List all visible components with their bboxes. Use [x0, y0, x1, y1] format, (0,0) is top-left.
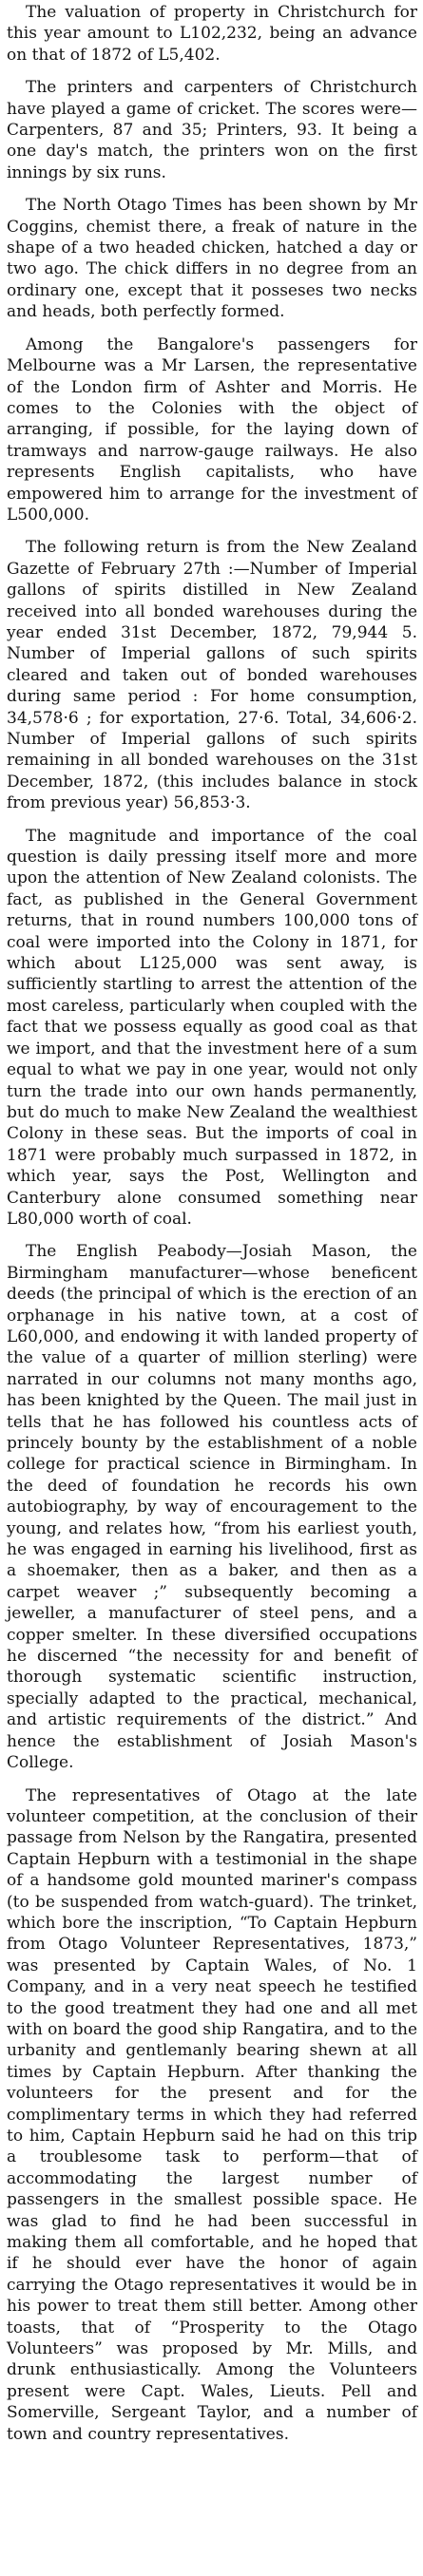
paragraph-cricket-match: The printers and carpenters of Christchurch have played a game of cricket. The scores were—Carpenters, 87 and 35; Printers, 93. It being a one day's match, the printers won on the first innings by six runs. [7, 78, 417, 182]
paragraph-coal-question: The magnitude and importance of the coal question is daily pressing itself more and more upon the attention of New Zealand colonists. The fact, as published in the General Government returns, that in round numbers 100,000 tons of coal were imported into the Colony in 1871, for which about L125,000 was sent away, is sufficiently startling to arrest the attention of the most careless, particularly when coupled with the fact that we possess equally as good coal as that we import, and that the investment here of a sum equal to what we pay in one year, would not only turn the trade into our own hands permanently, but do much to make New Zealand the wealthiest Colony in these seas. But the imports of coal in 1871 were probably much surpassed in 1872, in which year, says the Post, Wellington and Canterbury alone consumed something near L80,000 worth of coal. [7, 826, 417, 1229]
paragraph-two-headed-chicken: The North Otago Times has been shown by Mr Coggins, chemist there, a freak of nature in the shape of a two headed chicken, hatched a day or two ago. The chick differs in no degree from an ordinary one, except that it posseses two necks and heads, both perfectly formed. [7, 196, 417, 322]
paragraph-christchurch-valuation: The valuation of property in Christchurch for this year amount to L102,232, being an advance on that of 1872 of L5,402. [7, 3, 417, 65]
paragraph-spirits-return: The following return is from the New Zealand Gazette of February 27th :—Number of Imperial gallons of spirits distilled in New Zealand received into all bonded warehouses during the year ended 31st December, 1872, 79,944 5. Number of Imperial gallons of such spirits cleared and taken out of bonded warehouses during same period : For home consumption, 34,578·6 ; for exportation, 27·6. Total, 34,606·2. Number of Imperial gallons of such spirits remaining in all bonded warehouses on the 31st December, 1872, (this includes balance in stock from previous year) 56,853·3. [7, 538, 417, 813]
paragraph-otago-volunteers: The representatives of Otago at the late volunteer competition, at the conclusion of their passage from Nelson by the Rangatira, presented Captain Hepburn with a testimonial in the shape of a handsome gold mounted mariner's compass (to be suspended from watch-guard). The trinket, which bore the inscription, “To Captain Hepburn from Otago Volunteer Representatives, 1873,” was presented by Captain Wales, of No. 1 Company, and in a very neat speech he testified to the good treatment they had one and all met with on board the good ship Rangatira, and to the urbanity and gentlemanly bearing shewn at all times by Captain Hepburn. After thanking the volunteers for the present and for the complimentary terms in which they had referred to him, Captain Hepburn said he had on this trip a troublesome task to perform—that of accommodating the largest number of passengers in the smallest possible space. He was glad to find he had been successful in making them all comfortable, and he hoped that if he should ever have the honor of again carrying the Otago representatives it would be in his power to treat them still better. Among other toasts, that of “Prosperity to the Otago Volunteers” was proposed by Mr. Mills, and drunk enthusiastically. Among the Volunteers present were Capt. Wales, Lieuts. Pell and Somerville, Sergeant Taylor, and a number of town and country representatives. [7, 1785, 418, 2444]
paragraph-tramways-representative: Among the Bangalore's passengers for Melbourne was a Mr Larsen, the representative of the London firm of Ashter and Morris. He comes to the Colonies with the object of arranging, if possible, for the laying down of tramways and narrow-gauge railways. He also represents English capitalists, who have empowered him to arrange for the investment of L500,000. [7, 334, 417, 525]
paragraph-josiah-mason: The English Peabody—Josiah Mason, the Birmingham manufacturer—whose beneficent deeds (the principal of which is the erection of an orphanage in his native town, at a cost of L60,000, and endowing it with landed property of the value of a quarter of million sterling) were narrated in our columns not many months ago, has been knighted by the Queen. The mail just in tells that he has followed his countless acts of princely bounty by the establishment of a noble college for practical science in Birmingham. In the deed of foundation he records his own autobiography, by way of encouragement to the young, and relates how, “from his earliest youth, he was engaged in earning his livelihood, first as a shoemaker, then as a baker, and then as a carpet weaver ;” subsequently becoming a jeweller, a manufacturer of steel pens, and a copper smelter. In these diversified occupations he discerned “the necessity for and benefit of thorough systematic scientific instruction, specially adapted to the practical, mechanical, and artistic requirements of the district.” And hence the establishment of Josiah Mason's College. [7, 1242, 417, 1773]
